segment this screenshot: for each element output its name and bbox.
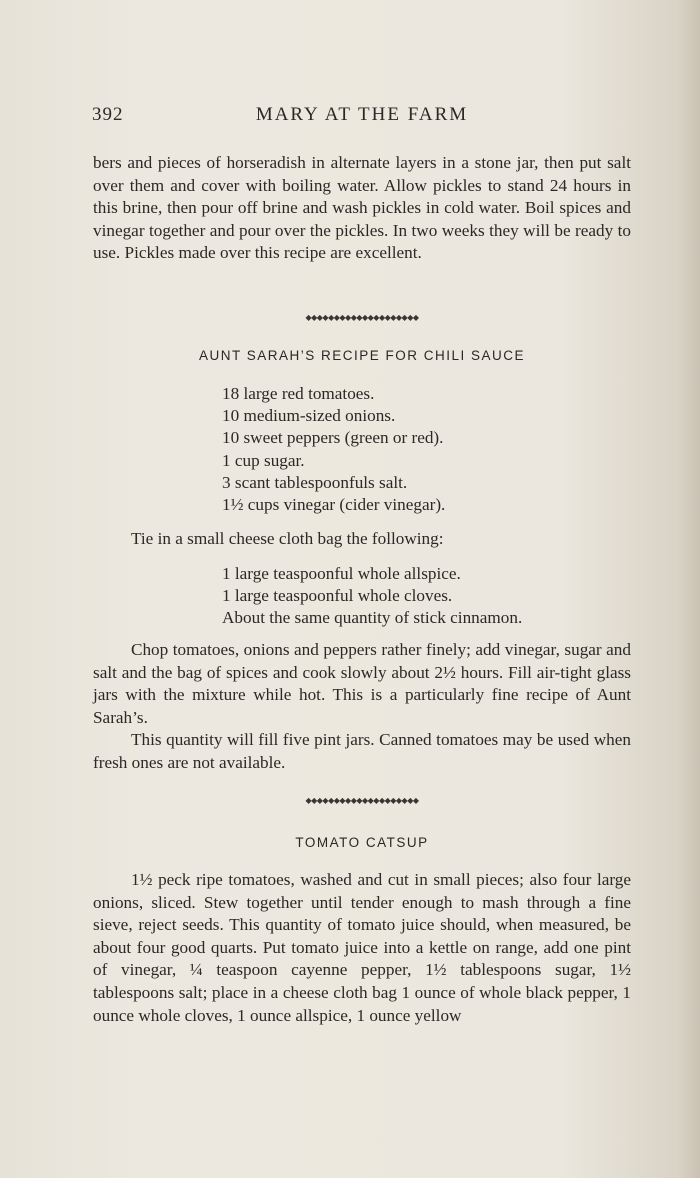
chili-method-paragraph: Chop tomatoes, onions and peppers rather finely; add vinegar, sugar and salt and the bag of spices and cook slowly about 2½ hours. Fill air-tight glass jars with the mixture while hot. This is a particularly fine recipe of Aunt Sarah’s. bbox=[93, 640, 631, 727]
catsup-paragraph: 1½ peck ripe tomatoes, washed and cut in small pieces; also four large onions, sliced. Stew together until tender enough to mash through a fine sieve, reject seeds. This quantity of tomato juice should, when measured, be about four good quarts. Put tomato juice into a kettle on range, add one pint of vinegar, ¼ teaspoon cayenne pepper, 1½ tablespoons sugar, 1½ tablespoons salt; place in a cheese cloth bag 1 ounce of whole black pepper, 1 ounce whole cloves, 1 ounce allspice, 1 ounce yellow bbox=[93, 870, 631, 1025]
chili-ingredient-list bbox=[222, 383, 445, 516]
list-item: 1 large teaspoonful whole cloves. bbox=[222, 586, 453, 606]
list-item: 18 large red tomatoes. bbox=[222, 384, 375, 403]
list-item: 3 scant tablespoonfuls salt. bbox=[222, 472, 408, 492]
list-item: 1 large teaspoonful whole allspice. bbox=[222, 564, 461, 583]
bag-intro: Tie in a small cheese cloth bag the following: bbox=[131, 529, 444, 548]
ornament-divider: ◆◆◆◆◆◆◆◆◆◆◆◆◆◆◆◆◆◆◆◆ bbox=[305, 796, 419, 805]
chili-sauce-heading: AUNT SARAH’S RECIPE FOR CHILI SAUCE bbox=[198, 348, 526, 363]
list-item: 1½ cups vinegar (cider vinegar). bbox=[222, 495, 446, 515]
spice-bag-list bbox=[222, 563, 522, 630]
ornament-divider: ◆◆◆◆◆◆◆◆◆◆◆◆◆◆◆◆◆◆◆◆ bbox=[305, 313, 419, 322]
list-item: 10 medium-sized onions. bbox=[222, 406, 396, 426]
running-title: MARY AT THE FARM bbox=[255, 104, 469, 125]
chili-note-paragraph: This quantity will fill five pint jars. Canned tomatoes may be used when fresh ones are not available. bbox=[93, 730, 631, 772]
continued-paragraph: bers and pieces of horseradish in alternate layers in a stone jar, then put salt over them and cover with boiling water. Allow pickles to stand 24 hours in this brine, then pour off brine and wash pickles in cold water. Boil spices and vinegar together and pour over the pickles. In two weeks they will be ready to use. Pickles made over this recipe are excellent. bbox=[93, 153, 631, 263]
list-item: 10 sweet peppers (green or red). bbox=[222, 428, 444, 448]
page-number: 392 bbox=[92, 104, 124, 125]
list-item: About the same quantity of stick cinnamon. bbox=[222, 608, 523, 628]
list-item: 1 cup sugar. bbox=[222, 450, 305, 470]
catsup-heading: TOMATO CATSUP bbox=[295, 835, 429, 850]
running-header bbox=[92, 104, 632, 128]
